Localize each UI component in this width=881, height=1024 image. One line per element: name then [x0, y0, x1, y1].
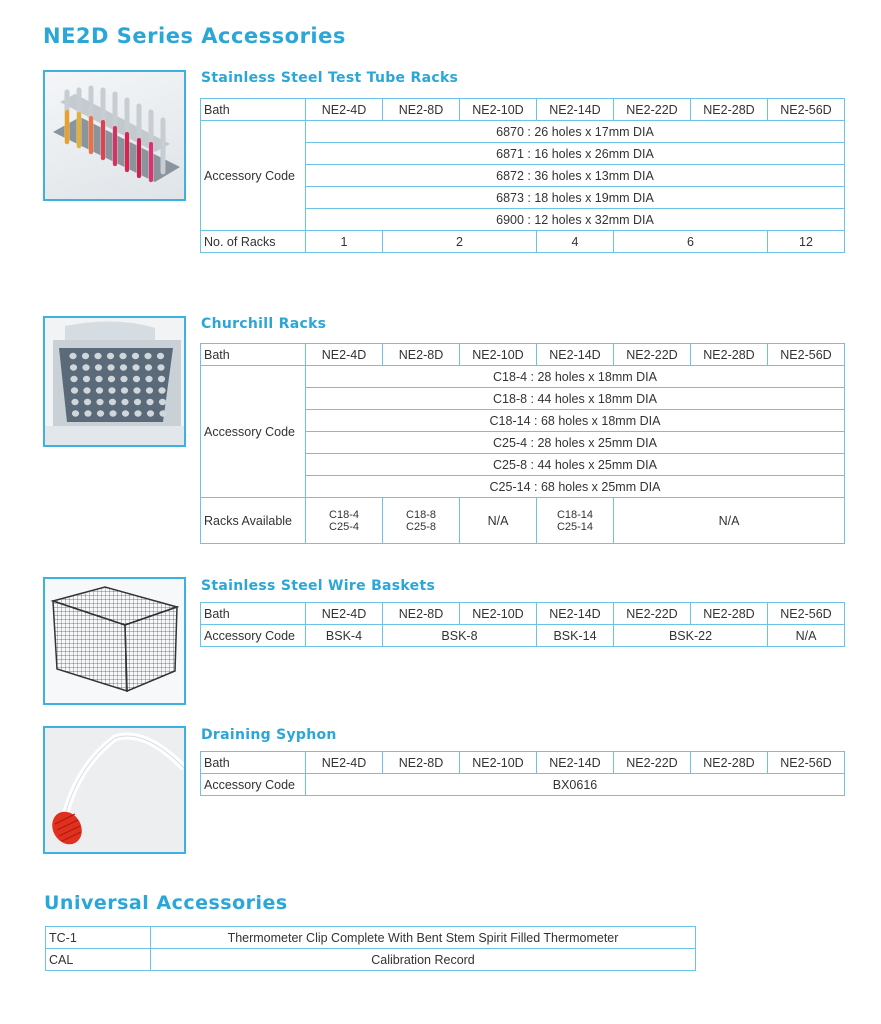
table-row	[46, 927, 696, 949]
wire-basket-image	[45, 579, 184, 703]
accessory-code-value: 6870 : 26 holes x 17mm DIA	[306, 121, 845, 143]
table-row	[46, 949, 696, 971]
universal-accessories-table	[45, 926, 696, 971]
rack-hole	[70, 364, 77, 370]
syphon-table	[200, 751, 845, 796]
rack-hole	[132, 364, 139, 370]
model-cell: NE2-56D	[768, 344, 845, 366]
rack-hole	[97, 410, 104, 416]
rack-hole	[157, 364, 164, 370]
model-cell: NE2-10D	[460, 344, 537, 366]
syphon-code: BX0616	[306, 774, 845, 796]
rack-hole	[119, 353, 126, 359]
racks-available-value: N/A	[614, 498, 845, 544]
racks-value: 6	[614, 231, 768, 253]
rack-hole	[147, 410, 154, 416]
model-cell: NE2-28D	[691, 752, 768, 774]
rack-hole	[84, 399, 91, 405]
accessory-code-label: Accessory Code	[201, 366, 306, 498]
rack-hole	[108, 387, 115, 393]
racks-value: 2	[383, 231, 537, 253]
racks-available-value	[306, 498, 383, 544]
model-cell: NE2-56D	[768, 99, 845, 121]
rack-hole	[132, 353, 139, 359]
syphon-photo	[43, 726, 186, 854]
rack-hole	[109, 399, 116, 405]
rack-hole	[158, 387, 165, 393]
syphon-image	[45, 728, 184, 852]
rack-hole	[95, 376, 102, 382]
racks-value: 12	[768, 231, 845, 253]
model-cell: NE2-28D	[691, 344, 768, 366]
rack-hole	[82, 364, 89, 370]
bath-label: Bath	[201, 99, 306, 121]
accessory-code-value: C18-4 : 28 holes x 18mm DIA	[306, 366, 845, 388]
churchill-rack-photo	[43, 316, 186, 447]
rack-hole	[96, 399, 103, 405]
model-cell: NE2-22D	[614, 99, 691, 121]
test-tube-rack-photo	[43, 70, 186, 201]
basket-code: BSK-8	[383, 625, 537, 647]
wire-basket-photo	[43, 577, 186, 705]
accessory-code-value: C18-8 : 44 holes x 18mm DIA	[306, 388, 845, 410]
rack-hole	[94, 353, 101, 359]
basket-code: N/A	[768, 625, 845, 647]
racks-value: 4	[537, 231, 614, 253]
rack-code: C25-8	[406, 520, 436, 533]
model-cell: NE2-22D	[614, 344, 691, 366]
basket-code: BSK-14	[537, 625, 614, 647]
rack-code: C18-8	[406, 508, 436, 521]
accessory-code-value: C25-14 : 68 holes x 25mm DIA	[306, 476, 845, 498]
churchill-racks-title: Churchill Racks	[201, 316, 327, 332]
rack-hole	[159, 410, 166, 416]
accessory-code-value: 6871 : 16 holes x 26mm DIA	[306, 143, 845, 165]
rack-hole	[83, 387, 90, 393]
racks-value: 1	[306, 231, 383, 253]
rack-hole	[146, 399, 153, 405]
accessory-code-label: Accessory Code	[201, 774, 306, 796]
rack-hole	[144, 353, 151, 359]
model-cell: NE2-8D	[383, 99, 460, 121]
rack-hole	[96, 387, 103, 393]
rack-hole	[71, 387, 78, 393]
universal-desc: Calibration Record	[151, 949, 696, 971]
test-tube-racks-table	[200, 98, 845, 253]
wire-baskets-title: Stainless Steel Wire Baskets	[201, 578, 436, 594]
universal-code: TC-1	[46, 927, 151, 949]
model-cell: NE2-4D	[306, 344, 383, 366]
model-cell: NE2-28D	[691, 603, 768, 625]
racks-available-value: N/A	[460, 498, 537, 544]
model-cell: NE2-10D	[460, 99, 537, 121]
rack-hole	[108, 376, 115, 382]
rack-hole	[159, 399, 166, 405]
rack-hole	[120, 376, 127, 382]
model-cell: NE2-56D	[768, 603, 845, 625]
rack-hole	[82, 353, 89, 359]
rack-hole	[71, 399, 78, 405]
basket-code: BSK-4	[306, 625, 383, 647]
rack-hole	[122, 410, 129, 416]
model-cell: NE2-22D	[614, 752, 691, 774]
rack-hole	[72, 410, 79, 416]
churchill-rack-image	[45, 318, 184, 445]
accessory-code-value: C18-14 : 68 holes x 18mm DIA	[306, 410, 845, 432]
bath-label: Bath	[201, 752, 306, 774]
wire-baskets-table	[200, 602, 845, 647]
accessory-code-label: Accessory Code	[201, 625, 306, 647]
racks-available-value	[537, 498, 614, 544]
model-cell: NE2-8D	[383, 603, 460, 625]
churchill-racks-table	[200, 343, 845, 544]
model-cell: NE2-14D	[537, 603, 614, 625]
model-cell: NE2-14D	[537, 99, 614, 121]
rack-hole	[69, 353, 76, 359]
rack-hole	[145, 364, 152, 370]
universal-accessories-title: Universal Accessories	[44, 892, 288, 914]
model-cell: NE2-10D	[460, 752, 537, 774]
rack-hole	[145, 376, 152, 382]
rack-hole	[134, 399, 141, 405]
rack-hole	[83, 376, 90, 382]
rack-hole	[121, 387, 128, 393]
model-cell: NE2-4D	[306, 99, 383, 121]
model-cell: NE2-8D	[383, 344, 460, 366]
racks-label: No. of Racks	[201, 231, 306, 253]
universal-desc: Thermometer Clip Complete With Bent Stem Spirit Filled Thermometer	[151, 927, 696, 949]
rack-code: C18-14	[556, 508, 594, 521]
rack-code: C25-4	[329, 520, 359, 533]
rack-hole	[133, 387, 140, 393]
rack-hole	[134, 410, 141, 416]
model-cell: NE2-14D	[537, 752, 614, 774]
rack-hole	[120, 364, 127, 370]
model-cell: NE2-56D	[768, 752, 845, 774]
syphon-title: Draining Syphon	[201, 727, 337, 743]
accessory-code-value: 6900 : 12 holes x 32mm DIA	[306, 209, 845, 231]
page-title: NE2D Series Accessories	[43, 24, 346, 48]
bath-row	[201, 99, 845, 121]
model-cell: NE2-4D	[306, 752, 383, 774]
model-cell: NE2-8D	[383, 752, 460, 774]
rack-code: C18-4	[329, 508, 359, 521]
bath-label: Bath	[201, 344, 306, 366]
model-cell: NE2-22D	[614, 603, 691, 625]
accessory-code-value: C25-8 : 44 holes x 25mm DIA	[306, 454, 845, 476]
racks-available-value	[383, 498, 460, 544]
model-cell: NE2-28D	[691, 99, 768, 121]
accessory-code-value: C25-4 : 28 holes x 25mm DIA	[306, 432, 845, 454]
rack-hole	[84, 410, 91, 416]
accessory-code-label: Accessory Code	[201, 121, 306, 231]
rack-hole	[121, 399, 128, 405]
accessory-code-value: 6872 : 36 holes x 13mm DIA	[306, 165, 845, 187]
rack-hole	[158, 376, 165, 382]
rack-hole	[109, 410, 116, 416]
rack-hole	[107, 353, 114, 359]
rack-hole	[107, 364, 114, 370]
rack-hole	[95, 364, 102, 370]
test-tube-rack-image	[45, 72, 184, 199]
model-cell: NE2-4D	[306, 603, 383, 625]
rack-code: C25-14	[556, 520, 594, 533]
racks-available-label: Racks Available	[201, 498, 306, 544]
rack-hole	[133, 376, 140, 382]
test-tube-racks-title: Stainless Steel Test Tube Racks	[201, 70, 459, 86]
bath-label: Bath	[201, 603, 306, 625]
model-cell: NE2-14D	[537, 344, 614, 366]
rack-hole	[70, 376, 77, 382]
rack-hole	[146, 387, 153, 393]
basket-code: BSK-22	[614, 625, 768, 647]
accessory-code-value: 6873 : 18 holes x 19mm DIA	[306, 187, 845, 209]
universal-code: CAL	[46, 949, 151, 971]
model-cell: NE2-10D	[460, 603, 537, 625]
rack-hole	[157, 353, 164, 359]
